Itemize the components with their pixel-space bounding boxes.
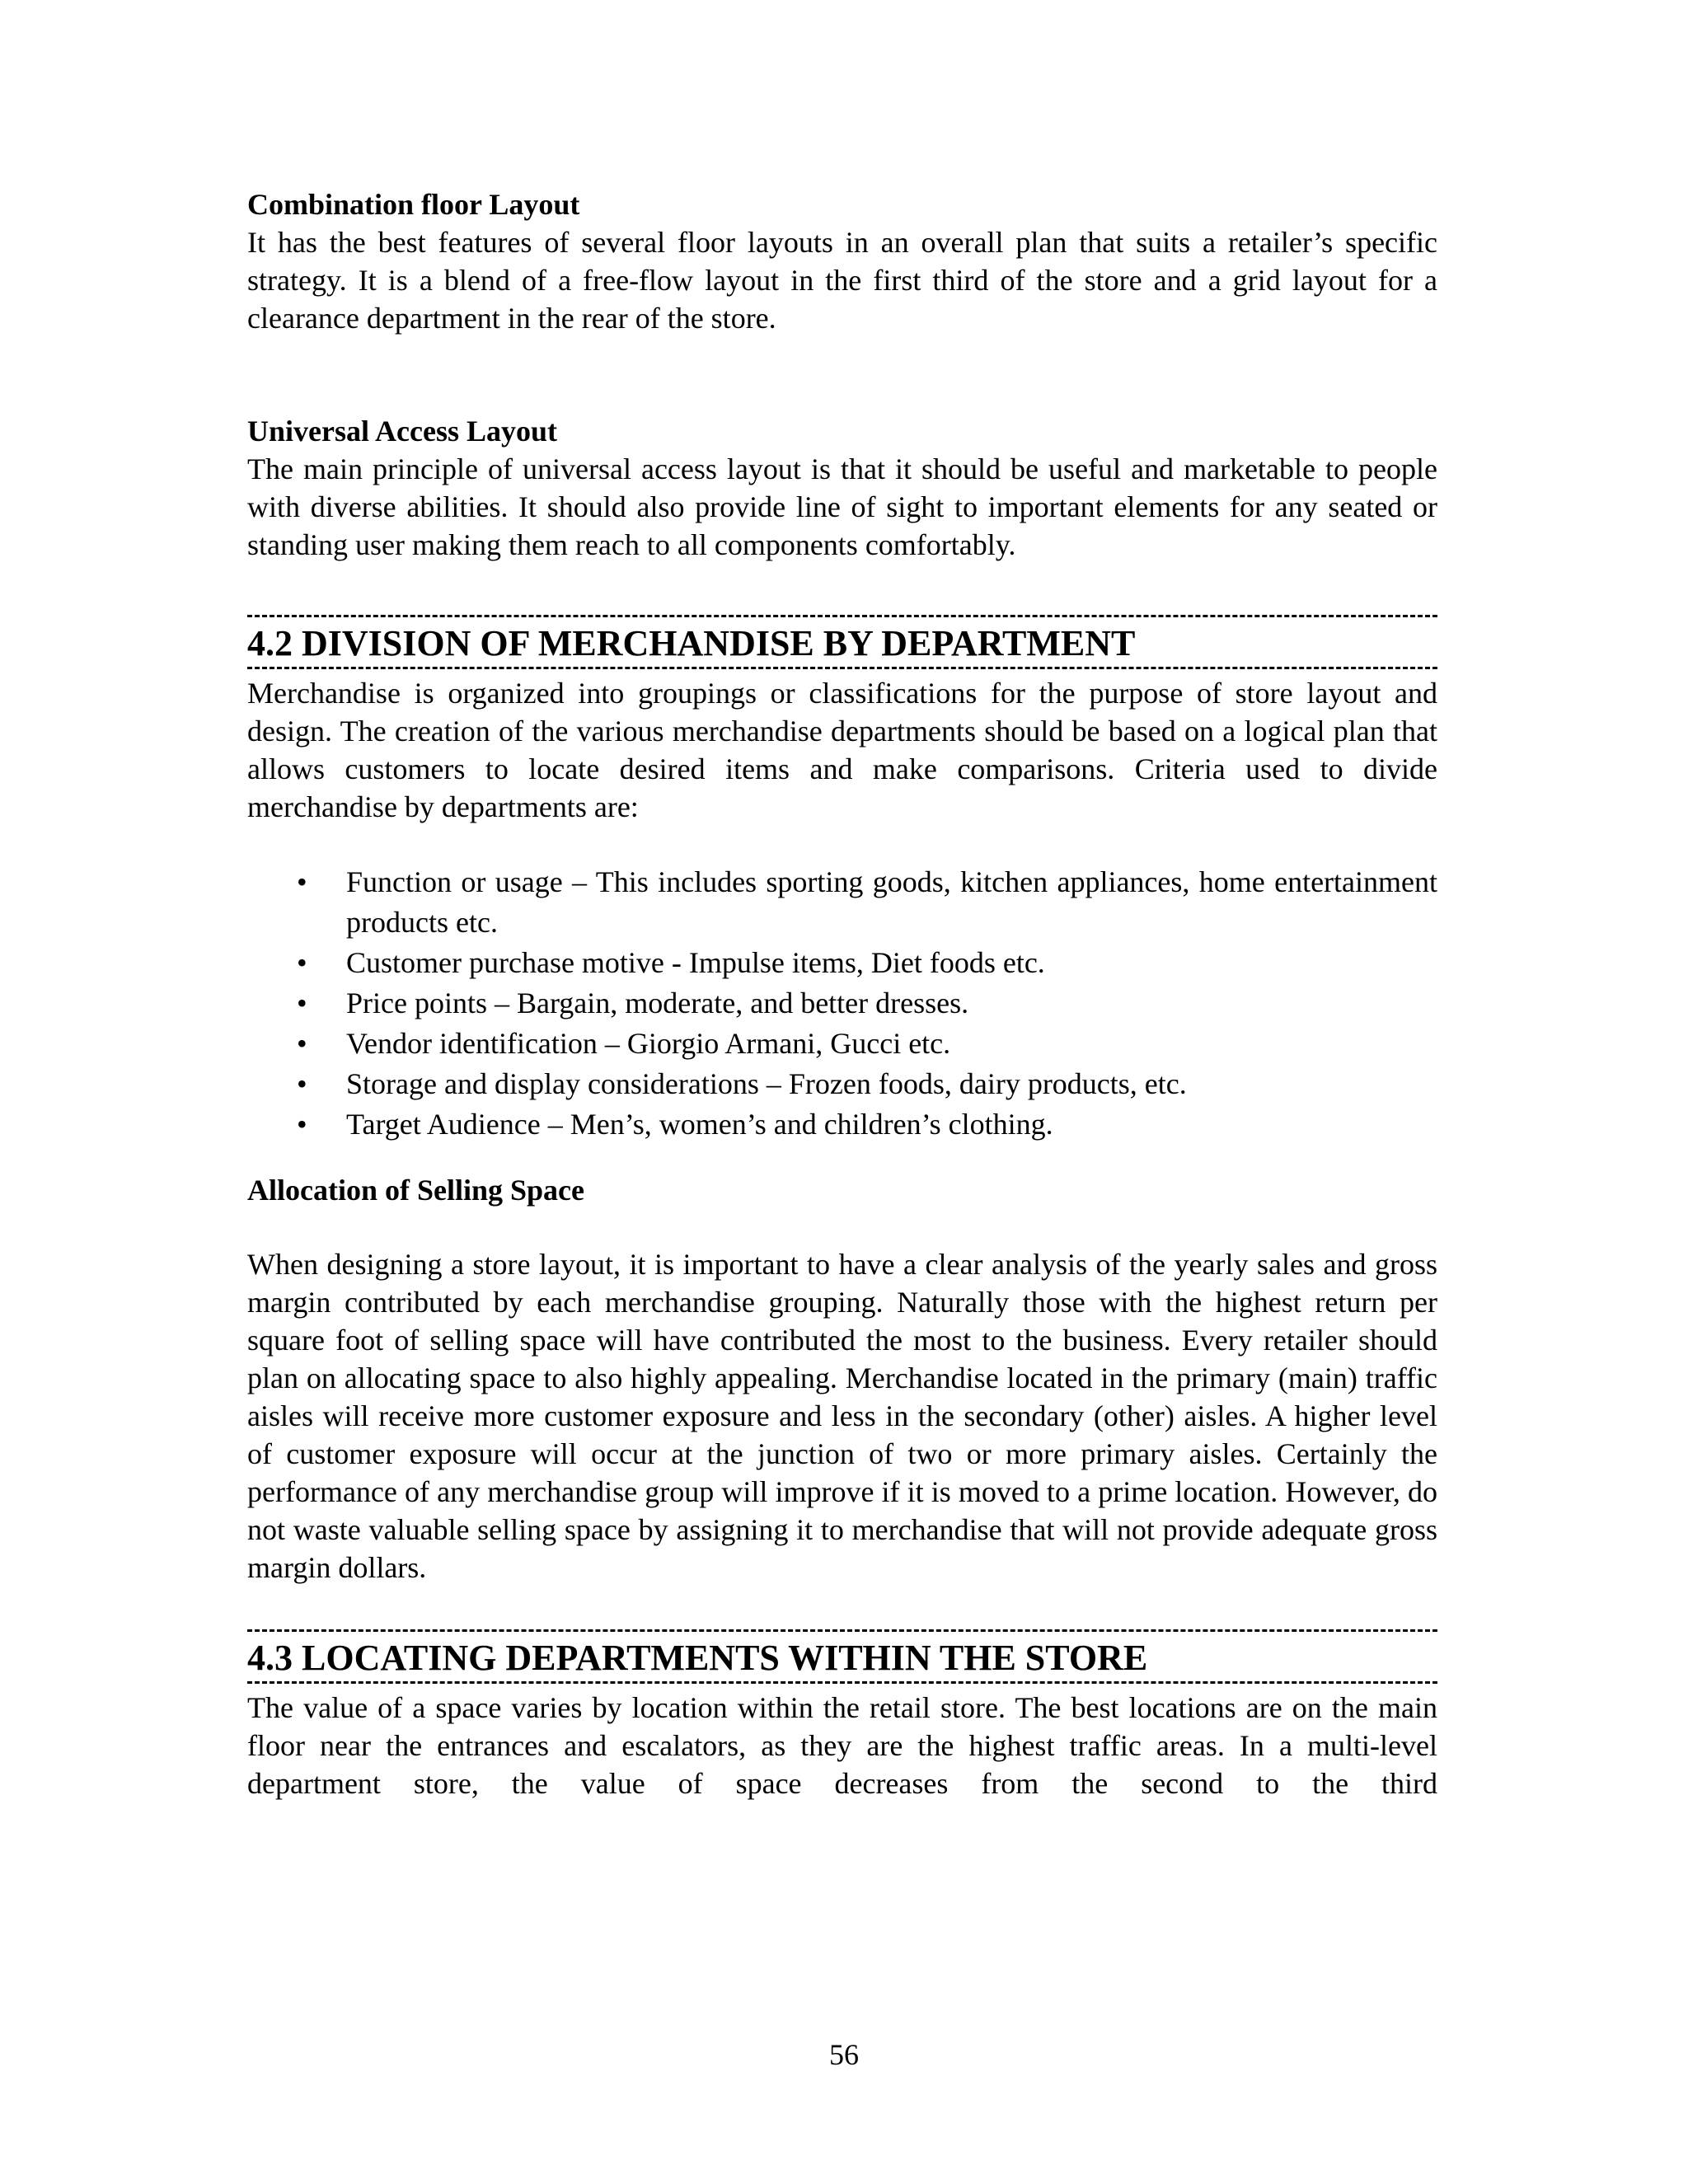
section-4-3-title: 4.3 LOCATING DEPARTMENTS WITHIN THE STORE <box>247 1638 1148 1678</box>
section-divider-bottom <box>247 667 1437 669</box>
section-divider-bottom <box>247 1681 1437 1684</box>
list-item: • Price points – Bargain, moderate, and better dresses. <box>247 983 1437 1024</box>
section-4-2-title: 4.2 DIVISION OF MERCHANDISE BY DEPARTMENT <box>247 623 1136 663</box>
allocation-paragraph: When designing a store layout, it is important to have a clear analysis of the yearly sales and gross margin contributed by each merchandise grouping. Naturally those with the highest return per square foot of selling space will have contributed the most to the business. Every retailer should plan on allocating space to also highly appealing. Merchandise located in the primary (main) traffic aisles will receive more customer exposure and less in the secondary (other) aisles. A higher level of customer exposure will occur at the junction of two or more primary aisles. Certainly the performance of any merchandise group will improve if it is moved to a prime location. However, do not waste valuable selling space by assigning it to merchandise that will not provide adequate gross margin dollars. <box>247 1248 1437 1584</box>
section-divider-top <box>247 615 1437 617</box>
universal-access-layout-heading: Universal Access Layout <box>247 415 557 448</box>
locating-paragraph: The value of a space varies by location within the retail store. The best locations are on the main floor near the entrances and escalators, as they are the highest traffic areas. In a multi-level department store, the value of space decreases from the second to the third <box>247 1691 1437 1800</box>
page-number: 56 <box>829 2038 859 2071</box>
list-item: • Customer purchase motive - Impulse items, Diet foods etc. <box>247 943 1437 983</box>
criteria-list <box>247 862 1437 1145</box>
combination-floor-layout-paragraph: It has the best features of several floor layouts in an overall plan that suits a retailer’s specific strategy. It is a blend of a free-flow layout in the first third of the store and a grid layout for a clearance department in the rear of the store. <box>247 226 1437 335</box>
bullet-icon: • <box>297 1108 307 1141</box>
section-divider-top <box>247 1629 1437 1632</box>
list-item: • Target Audience – Men’s, women’s and children’s clothing. <box>247 1104 1437 1145</box>
universal-access-layout-paragraph: The main principle of universal access layout is that it should be useful and marketable to people with diverse abilities. It should also provide line of sight to important elements for any seated or standing user making them reach to all components comfortably. <box>247 452 1437 561</box>
bullet-icon: • <box>297 946 307 979</box>
bullet-icon: • <box>297 1027 307 1060</box>
page-content <box>247 185 1437 1802</box>
bullet-icon: • <box>297 865 307 898</box>
bullet-icon: • <box>297 987 307 1019</box>
list-item: • Vendor identification – Giorgio Armani, Gucci etc. <box>247 1024 1437 1064</box>
list-item: • Function or usage – This includes sporting goods, kitchen appliances, home entertainment products etc. <box>247 862 1437 943</box>
division-intro-paragraph: Merchandise is organized into groupings or classifications for the purpose of store layout and design. The creation of the various merchandise departments should be based on a logical plan that allows customers to locate desired items and make comparisons. Criteria used to divide merchandise by departments are: <box>247 677 1437 823</box>
combination-floor-layout-heading: Combination floor Layout <box>247 188 580 221</box>
bullet-icon: • <box>297 1067 307 1100</box>
list-item: • Storage and display considerations – Frozen foods, dairy products, etc. <box>247 1064 1437 1104</box>
allocation-of-selling-space-heading: Allocation of Selling Space <box>247 1174 585 1207</box>
